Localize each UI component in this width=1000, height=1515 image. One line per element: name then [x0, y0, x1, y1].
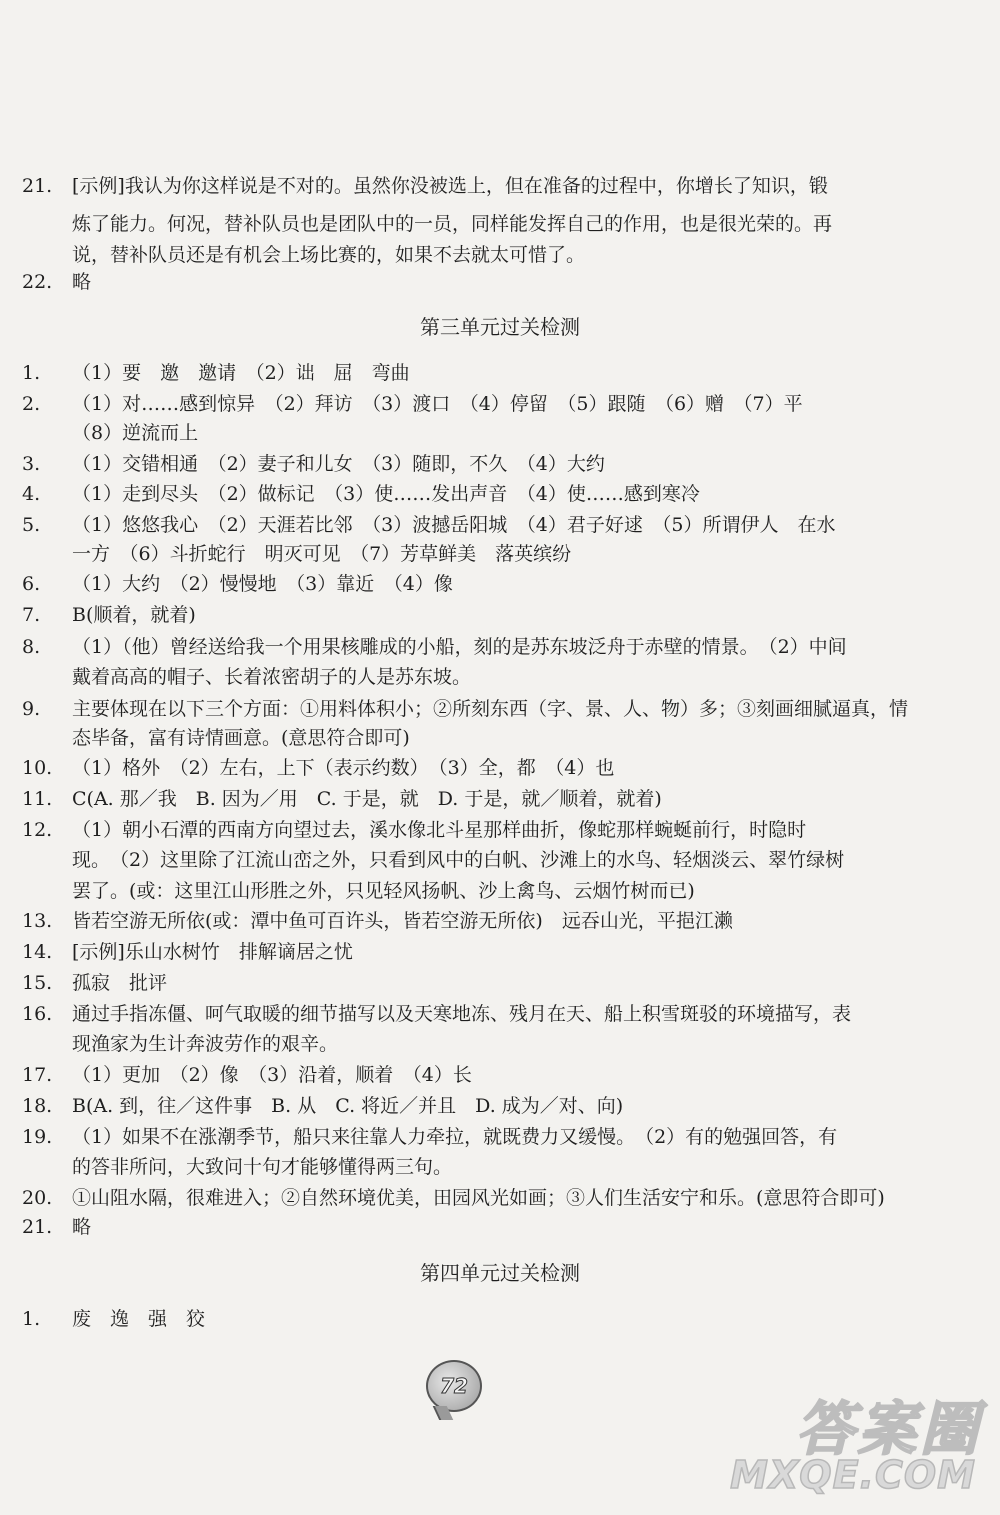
item-number: 12.	[22, 819, 53, 841]
item-number: 16.	[22, 1003, 53, 1025]
item-number: 4.	[22, 483, 41, 505]
item-text: 现。 （2）这里除了江流山峦之外，只看到风中的白帆、沙滩上的水鸟、轻烟淡云、翠竹绿树	[72, 849, 845, 871]
item-number: 17.	[22, 1064, 53, 1086]
item-number: 21.	[22, 1216, 53, 1238]
item-number: 19.	[22, 1126, 53, 1148]
item-text: 废 逸 强 狡	[72, 1308, 206, 1330]
item-text: 皆若空游无所依(或：潭中鱼可百许头，皆若空游无所依) 远吞山光，平挹江濑	[72, 910, 733, 932]
item-text: （1）对……感到惊异 （2）拜访 （3）渡口 （4）停留 （5）跟随 （6）赠 （7）平	[72, 393, 803, 415]
item-text: B(A. 到，往／这件事 B. 从 C. 将近／并且 D. 成为／对、向)	[72, 1095, 624, 1117]
item-text: （1）格外 （2）左右，上下（表示约数） （3）全，都 （4）也	[72, 757, 615, 779]
section-heading-unit3: 第三单元过关检测	[420, 315, 580, 339]
item-number: 15.	[22, 972, 53, 994]
item-text: （1）朝小石潭的西南方向望过去，溪水像北斗星那样曲折，像蛇那样蜿蜒前行，时隐时	[72, 819, 807, 841]
item-text: 现渔家为生计奔波劳作的艰辛。	[72, 1033, 339, 1055]
watermark-url: MXQE.COM	[730, 1453, 976, 1497]
item-text: （8）逆流而上	[72, 422, 199, 444]
item-text: （1）悠悠我心 （2）天涯若比邻 （3）波撼岳阳城 （4）君子好逑 （5）所谓伊人 在水	[72, 514, 836, 536]
item-text: （1）要 邀 邀请 （2）诎 屈 弯曲	[72, 362, 410, 384]
item-text: 的答非所问，大致问十句才能够懂得两三句。	[72, 1156, 453, 1178]
item-text: ①山阻水隔，很难进入；②自然环境优美，田园风光如画；③人们生活安宁和乐。(意思符合即可)	[72, 1187, 885, 1209]
item-number: 21.	[22, 175, 53, 197]
item-text: 略	[72, 1216, 92, 1238]
watermark-title: 答案圈	[795, 1395, 982, 1463]
item-number: 18.	[22, 1095, 53, 1117]
item-number: 20.	[22, 1187, 53, 1209]
item-text: 通过手指冻僵、呵气取暖的细节描写以及天寒地冻、残月在天、船上积雪斑驳的环境描写，表	[72, 1003, 852, 1025]
page-number-badge	[426, 1360, 482, 1412]
item-text: 主要体现在以下三个方面：①用料体积小；②所刻东西（字、景、人、物）多；③刻画细腻逼真，情	[72, 698, 909, 720]
item-text: （1）交错相通 （2）妻子和儿女 （3）随即，不久 （4）大约	[72, 453, 605, 475]
item-text: （1）如果不在涨潮季节，船只来往靠人力牵拉，就既费力又缓慢。 （2）有的勉强回答，有	[72, 1126, 838, 1148]
item-text: 炼了能力。何况，替补队员也是团队中的一员，同样能发挥自己的作用，也是很光荣的。再	[72, 213, 833, 235]
item-text: 态毕备，富有诗情画意。(意思符合即可)	[72, 727, 410, 749]
item-number: 8.	[22, 636, 41, 658]
item-text: 略	[72, 271, 92, 293]
item-number: 3.	[22, 453, 41, 475]
item-text: 一方 （6）斗折蛇行 明灭可见 （7）芳草鲜美 落英缤纷	[72, 543, 572, 565]
item-text: C(A. 那／我 B. 因为／用 C. 于是，就 D. 于是，就／顺着，就着)	[72, 788, 662, 810]
item-text: 罢了。(或：这里江山形胜之外，只见轻风扬帆、沙上禽鸟、云烟竹树而已)	[72, 880, 695, 902]
item-text: [示例]我认为你这样说是不对的。虽然你没被选上，但在准备的过程中，你增长了知识，锻	[72, 175, 828, 197]
item-number: 14.	[22, 941, 53, 963]
item-text: （1）走到尽头 （2）做标记 （3）使……发出声音 （4）使……感到寒冷	[72, 483, 700, 505]
item-text: 孤寂 批评	[72, 972, 168, 994]
item-text: （1）大约 （2）慢慢地 （3）靠近 （4）像	[72, 573, 453, 595]
item-text: 说，替补队员还是有机会上场比赛的，如果不去就太可惜了。	[72, 244, 586, 266]
item-text: [示例]乐山水树竹 排解谪居之忧	[72, 941, 353, 963]
item-number: 13.	[22, 910, 53, 932]
item-number: 1.	[22, 1308, 41, 1330]
item-number: 2.	[22, 393, 41, 415]
item-text: （1）（他）曾经送给我一个用果核雕成的小船，刻的是苏东坡泛舟于赤壁的情景。 （2）中间	[72, 636, 847, 658]
section-heading-unit4: 第四单元过关检测	[420, 1261, 580, 1285]
item-number: 22.	[22, 271, 53, 293]
item-number: 10.	[22, 757, 53, 779]
site-watermark-logo	[732, 1382, 982, 1497]
item-number: 5.	[22, 514, 41, 536]
item-number: 7.	[22, 604, 41, 626]
item-number: 9.	[22, 698, 41, 720]
item-number: 11.	[22, 788, 53, 810]
item-text: B(顺着，就着)	[72, 604, 196, 626]
item-number: 6.	[22, 573, 41, 595]
item-text: 戴着高高的帽子、长着浓密胡子的人是苏东坡。	[72, 666, 472, 688]
item-text: （1）更加 （2）像 （3）沿着，顺着 （4）长	[72, 1064, 472, 1086]
page-number: 72	[440, 1374, 468, 1398]
item-number: 1.	[22, 362, 41, 384]
